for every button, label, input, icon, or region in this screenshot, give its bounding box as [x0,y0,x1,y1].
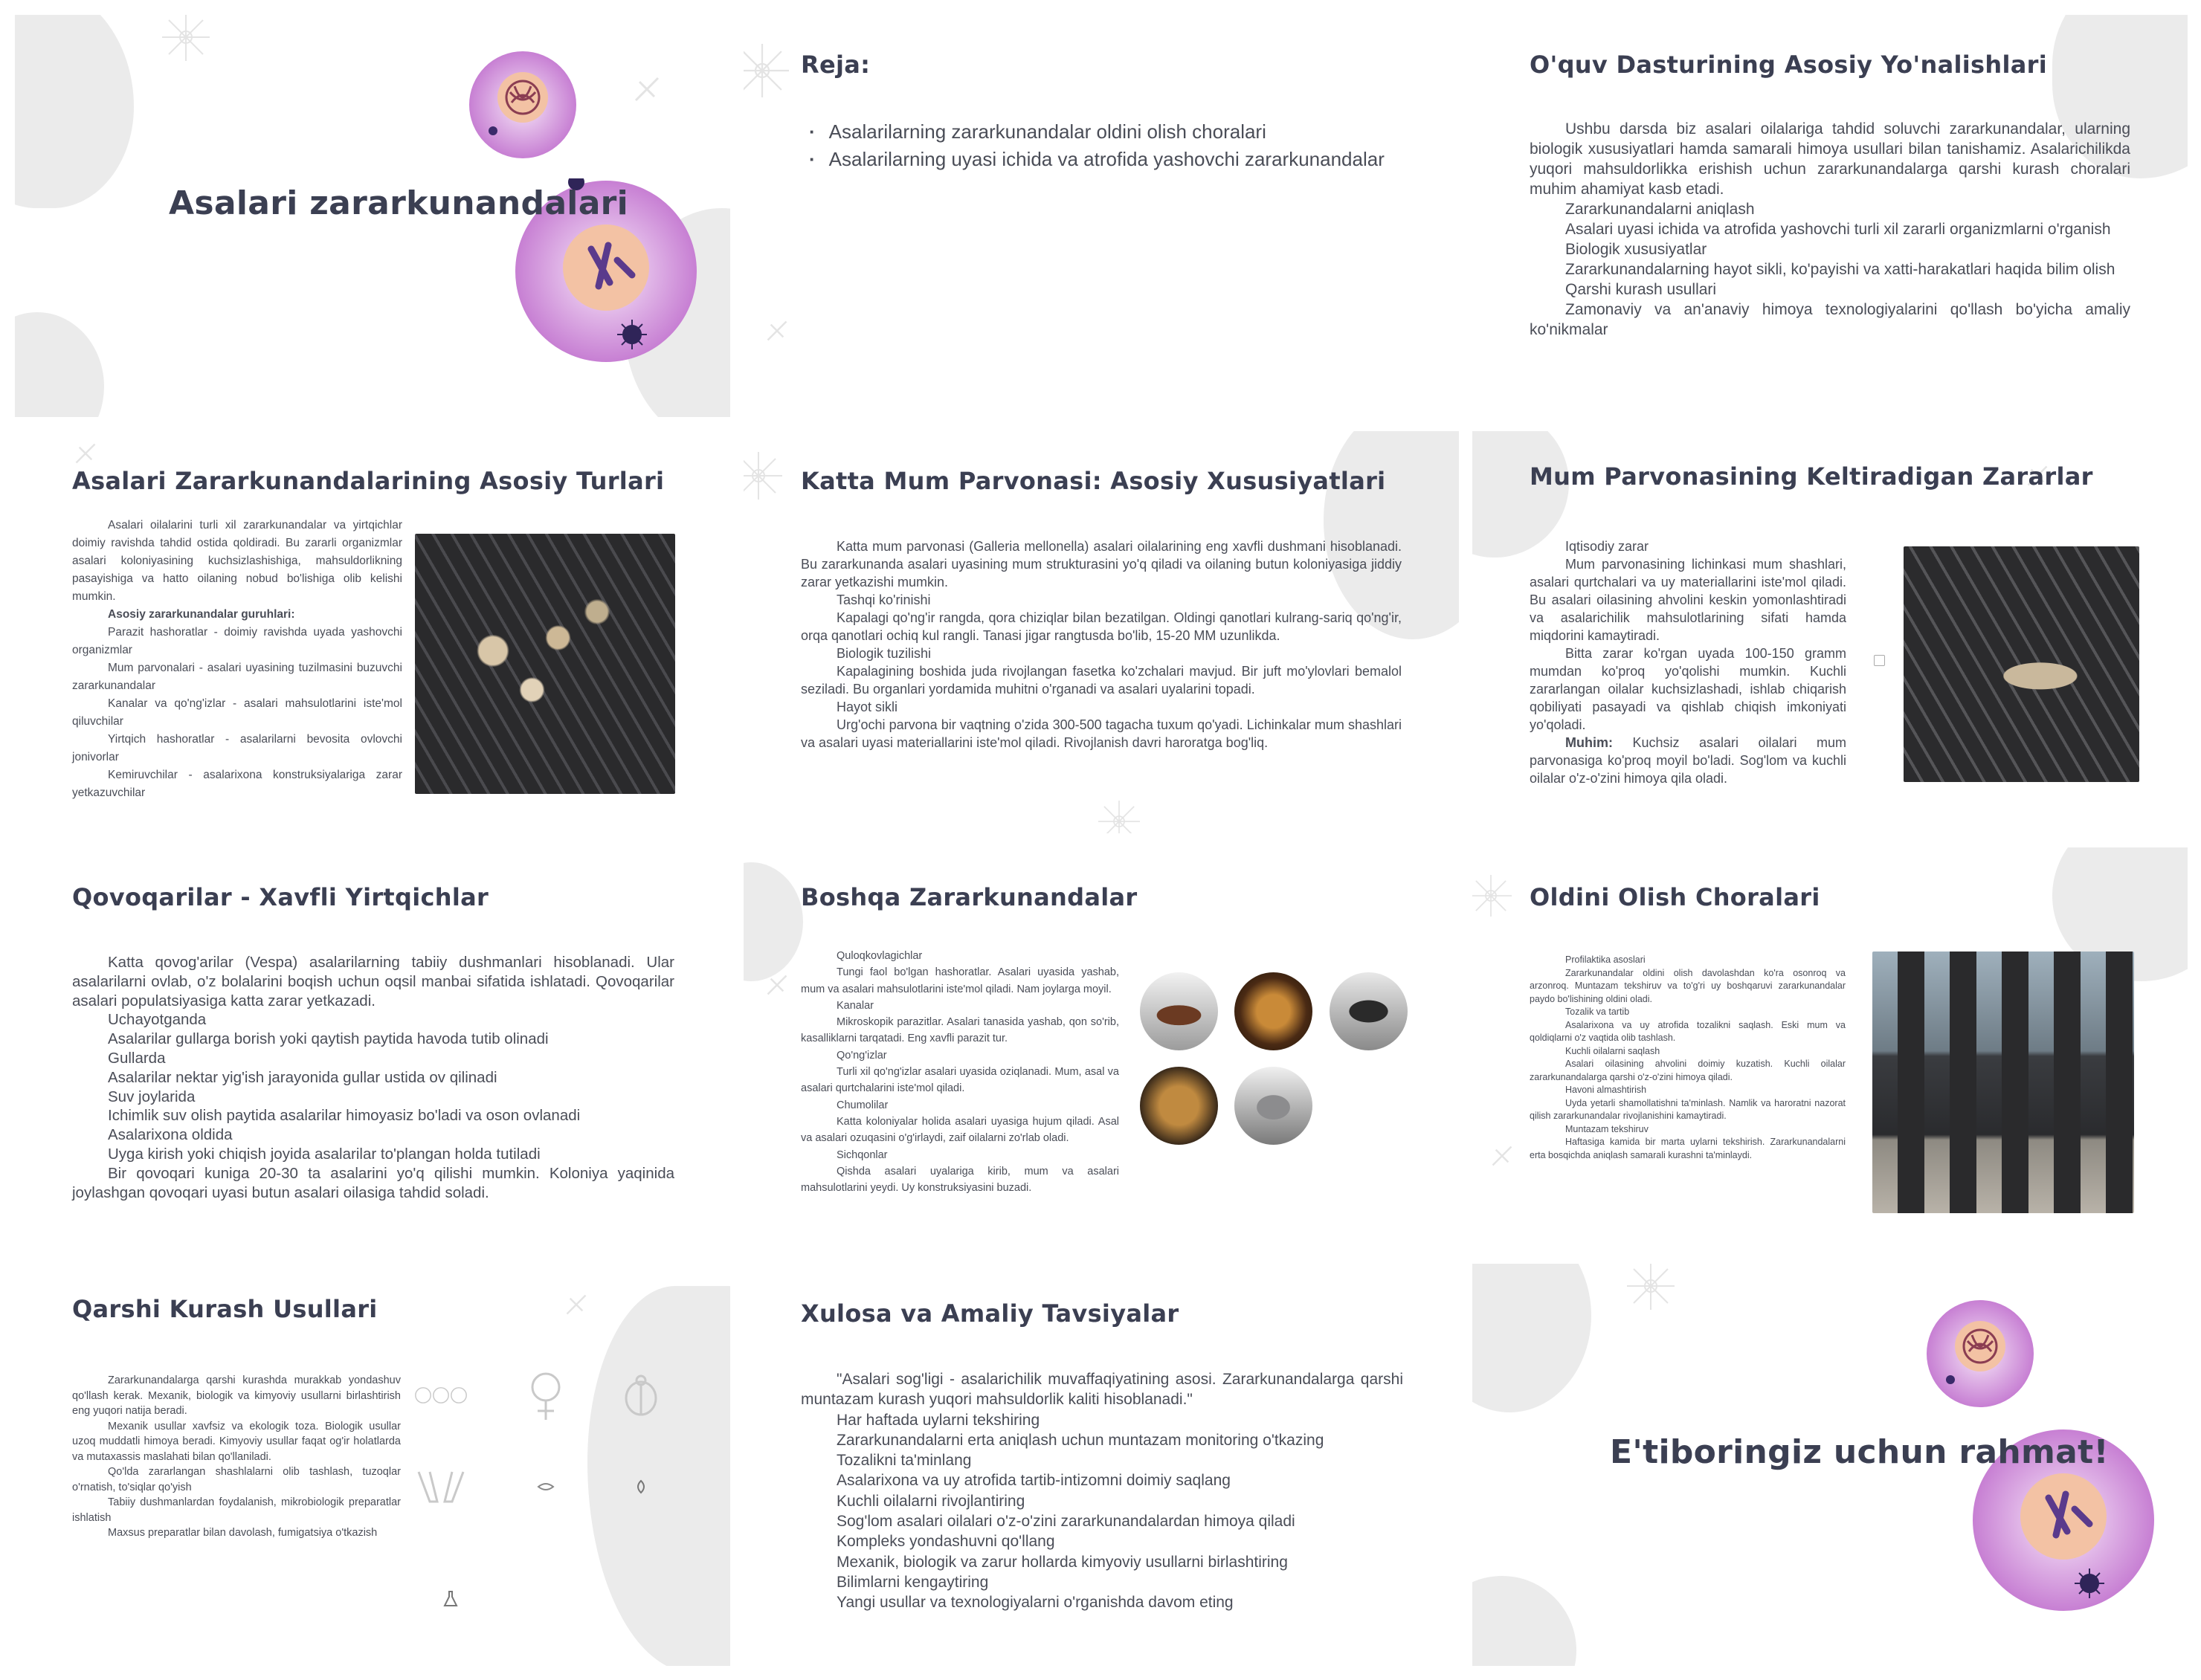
list-item: Har haftada uylarni tekshiring [837,1411,1040,1429]
paragraph: Bir qovoqari kuniga 20-30 ta asalarini yo'q qilishi mumkin. Koloniya yaqinida joylashgan qovoqari uyasi butun asalari oilasiga tahdid soladi. [72,1164,674,1201]
dragonfly-icon [758,312,796,349]
control-methods-text [72,1373,401,1541]
female-symbol-icon [516,1366,576,1425]
important-label: Muhim: [1565,735,1613,750]
background-blob [15,312,104,417]
paragraph: Chumolilar [837,1099,889,1111]
list-item: Asalarixona va uy atrofida tartib-intizomni doimiy saqlang [837,1472,1231,1490]
paragraph: Gullarda [108,1049,166,1067]
paragraph: Bitta zarar ko'rgan uyada 100-150 gramm mumdan ko'proq yo'qolishi mumkin. Kuchli zararlangan oilalar kuchsizlashadi, ishlab chiqarish qobiliyati pasayadi va qishlab chiqish imkoniyati yo'qoladi. [1530,646,1846,732]
flask-icon [421,1569,480,1629]
slide-title: Oldini Olish Choralari [1530,883,1820,911]
background-blob [15,15,134,208]
paragraph: Tungi faol bo'lgan hashoratlar. Asalari uyasida yashab, mum va asalari mahsulotlarini iste'mol qiladi. Nam joylarga moyil. [801,966,1119,995]
slide-title: Reja: [801,51,871,79]
paragraph: Mexanik usullar xavfsiz va ekologik toza. Biologik usullar uzoq muddatli himoya beradi. Kimyoviy usullar faqat og'ir holatlarda va mutaxassis maslahati bilan qo'llaniladi. [72,1420,401,1463]
paragraph: Asalari oilalarini turli xil zararkunandalar va yirtqichlar doimiy ravishda tahdid ostida qoldiradi. Bu zararli organizmlar asalari koloniyasining kuchsizlashishiga, mahsuldorlikning pasayishiga va hatto oilaning nobud bo'lishiga olib kelishi mumkin. [72,519,402,603]
slide-2[interactable] [744,15,1459,417]
list-item: Kemiruvchilar - asalarixona konstruksiyalariga zarar yetkazuvchilar [72,769,402,799]
paragraph: Asalari oilasining ahvolini doimiy kuzatish. Kuchli oilalar zararkunandalarga qarshi o'z-o'zini himoya qiladi. [1530,1059,1846,1082]
slide-title: E'tiboringiz uchun rahmat! [1610,1433,2109,1471]
slide-9[interactable] [1472,847,2188,1250]
slide-1[interactable] [15,15,730,417]
paragraph: Mum parvonasining lichinkasi mum shashlari, asalari qurtchalari va uy materiallarini iste'mol qiladi. Bu asalari oilasining ahvolini keskin yomonlashtiradi va asalarichilik mahsulotlarining sifati hamda miqdorini kamaytiradi. [1530,557,1846,643]
conclusion-text [801,1369,1403,1613]
slide-title: Asalari zararkunandalari [169,184,629,222]
cell-illustration-small [1924,1298,2036,1409]
leaf-icon [611,1457,671,1516]
paragraph: Tashqi ko'rinishi [837,592,931,607]
paragraph: Iqtisodiy zarar [1565,539,1649,554]
paragraph: Ushbu darsda biz asalari oilalariga tahdid soluvchi zararkunandalar, ularning biologik xususiyatlari hamda samarali himoya usullari bilan tanishamiz. Asalarichilikda yuqori mahsuldorlikka erishish uchun zararkunandalarga qarshi kurash choralari muhim ahamiyat kasb etadi. [1530,120,2130,198]
list-item: Sog'lom asalari oilalari o'z-o'zini zararkunandalardan himoya qiladi [837,1513,1295,1531]
background-blob [1472,1576,1576,1666]
paragraph: Tozalik va tartib [1565,1007,1630,1017]
slide-7[interactable] [15,847,730,1250]
paragraph: Katta mum parvonasi (Galleria mellonella) asalari oilalarining eng xavfli dushmani hisoblanadi. Bu zararkunanda asalari uyasining mum strukturasini yo'q qiladi va oilaning butun koloniyasiga jiddiy zarar yetkazishi mumkin. [801,539,1402,589]
slide-8[interactable] [744,847,1459,1250]
paragraph: Qo'ng'izlar [837,1049,887,1062]
bee-small-icon [516,1457,576,1516]
paragraph: Qishda asalari uyalariga kirib, mum va asalari mahsulotlarini yeydi. Uy konstruksiyasini buzadi. [801,1165,1119,1195]
list-item: Mum parvonalari - asalari uyasining tuzilmasini buzuvchi zararkunandalar [72,662,402,692]
paragraph: Kapalagi qo'ng'ir rangda, qora chiziqlar bilan bezatilgan. Oldingi qanotlari kulrang-sariq qo'ng'ir, orqa qanotlari ochiq kul rangli. Tanasi jigar rangtusda bo'lib, 15-20 MM uzunlikda. [801,610,1402,643]
slide-title: Mum Parvonasining Keltiradigan Zararlar [1530,462,2093,491]
list-item: Parazit hashoratlar - doimiy ravishda uyada yashovchi organizmlar [72,626,402,656]
paragraph: Muntazam tekshiruv [1565,1123,1649,1134]
paragraph: Tabiiy dushmanlardan foydalanish, mikrobiologik preparatlar ishlatish [72,1496,401,1524]
paragraph: Zararkunandalarga qarshi kurashda murakkab yondashuv qo'llash kerak. Mexanik, biologik va kimyoviy usullarni birlashtirish eng yuqori natija beradi. [72,1374,401,1417]
slide-title: Katta Mum Parvonasi: Asosiy Xususiyatlari [801,467,1386,495]
important-text: Kuchsiz asalari oilalari mum parvonasiga ko'proq moyil bo'ladi. Sog'lom va kuchli oilalar o'z-o'zini himoya qila oladi. [1530,735,1846,786]
program-text [1530,119,2130,340]
background-blob [744,862,803,981]
list-item: Tozalikni ta'minlang [837,1452,972,1470]
list-item: Mexanik, biologik va zarur hollarda kimyoviy usullarni birlashtiring [837,1553,1288,1571]
list-item: Kuchli oilalarni rivojlantiring [837,1492,1025,1510]
slide-10[interactable] [15,1264,730,1666]
ladybug-icon [611,1366,671,1425]
virus-icon [1621,1264,1680,1316]
virus-icon [1093,795,1145,833]
outline-item: · Asalarilarning uyasi ichida va atrofida yashovchi zararkunandalar [809,148,1385,171]
paragraph: Hayot sikli [837,700,898,714]
paragraph: Asalarilar nektar yig'ish jarayonida gullar ustida ov qilinadi [108,1068,497,1086]
dragonfly-icon [1483,1137,1521,1175]
paragraph: Turli xil qo'ng'izlar asalari uyasida oziqlanadi. Mum, asal va asalari qurtchalarini iste'mol qiladi. [801,1066,1119,1095]
paragraph: Havoni almashtirish [1565,1085,1647,1095]
paragraph: Katta koloniyalar holida asalari uyasiga hujum qiladi. Asal va asalari ozuqasini o'g'irlaydi, zaif oilalarni zo'rlab oladi. [801,1115,1119,1145]
paragraph: Zararkunandalarning hayot sikli, ko'payishi va xatti-harakatlari haqida bilim olish [1565,261,2115,278]
virus-icon [744,37,796,104]
paragraph: Asalarilar gullarga borish yoki qaytish paytida havoda tutib olinadi [108,1030,549,1048]
apiary-hives-photo [1872,952,2134,1213]
wax-moth-text [801,537,1402,752]
hands-icon [411,1457,471,1516]
mouse-photo [1234,1067,1312,1145]
paragraph: Zararkunandalarni aniqlash [1565,201,1755,218]
honeycomb-larvae-photo [415,534,675,794]
beetle-photo [1330,972,1408,1050]
ant-photo [1140,1067,1218,1145]
quote: "Asalari sog'ligi - asalarichilik muvaffaqiyatining asosi. Zararkunandalarga qarshi muntazam kurash yuqori mahsuldorlik kaliti hisoblanadi." [801,1371,1403,1409]
paragraph: Qo'lda zararlangan shashlalarni olib tashlash, tuzoqlar o'rnatish, to'siqlar qo'yish [72,1466,401,1493]
paragraph: Uchayotganda [108,1011,207,1029]
paragraph: Katta qovog'arilar (Vespa) asalarilarning tabiiy dushmanlari hisoblanadi. Ular asalarilarni ovlab, o'z bolalarini boqish uchun oqsil manbai sifatida ishlatadi. Qovoqarilar asalari populatsiyasiga katta zarar yetkazadi. [72,954,674,1009]
paragraph: Sichqonlar [837,1148,888,1161]
paragraph: Asalari uyasi ichida va atrofida yashovchi turli xil zararli organizmlarni o'rganish [1565,221,2111,238]
pest-types-text [72,517,402,802]
wax-moth-larva-photo [1904,546,2139,782]
paragraph: Zararkunandalar oldini olish davolashdan ko'ra osonroq va arzonroq. Muntazam tekshiruv va to'g'ri uy boshqaruvi zararkunandalar paydo bo'lishining oldini oladi. [1530,967,1846,1004]
paragraph: Quloqkovlagichlar [837,950,923,962]
earwig-photo [1140,972,1218,1050]
virus-icon [744,446,788,505]
paragraph: Suv joylarida [108,1088,196,1105]
slide-title: Xulosa va Amaliy Tavsiyalar [801,1299,1179,1328]
prevention-text [1530,954,1846,1162]
list-item: Kanalar va qo'ng'izlar - asalari mahsulotlarini iste'mol qiluvchilar [72,697,402,728]
slide-12[interactable] [1472,1264,2188,1666]
paragraph: Ichimlik suv olish paytida asalarilar himoyasiz bo'ladi va oson ovlanadi [108,1107,581,1125]
slide-6[interactable] [1472,431,2188,833]
cell-illustration-small [467,49,579,161]
slide-title: O'quv Dasturining Asosiy Yo'nalishlari [1530,51,2047,79]
paragraph: Haftasiga kamida bir marta uylarni tekshirish. Zararkunandalarni erta bosqichda aniqlash samarali kurashni ta'minlaydi. [1530,1137,1846,1160]
dragonfly-icon [758,966,796,1004]
slide-4[interactable] [15,431,730,833]
other-pests-text [801,948,1119,1196]
hornet-text [72,953,674,1202]
slide-title: Qovoqarilar - Xavfli Yirtqichlar [72,883,489,911]
list-item: Kompleks yondashuvni qo'llang [837,1533,1055,1551]
virus-icon [156,15,216,67]
list-item: Yirtqich hashoratlar - asalarilarni bevosita ovlovchi jonivorlar [72,733,402,763]
slide-11[interactable] [744,1264,1459,1666]
list-item: Yangi usullar va texnologiyalarni o'rganishda davom eting [837,1594,1234,1612]
paragraph: Biologik xususiyatlar [1565,241,1707,258]
damage-text [1530,537,1846,787]
paragraph: Kanalar [837,999,874,1012]
slide-3[interactable] [1472,15,2188,417]
slide-5[interactable] [744,431,1459,833]
background-blob [1472,1264,1591,1412]
bees-icon [411,1366,471,1425]
paragraph: Urg'ochi parvona bir vaqtning o'zida 300-500 tagacha tuxum qo'yadi. Lichinkalar mum shashlari va asalari uyasi materiallarini iste'mol qiladi. Rivojlanish davri haroratga bog'liq. [801,717,1402,750]
dragonfly-icon [558,1286,595,1323]
group-label: Asosiy zararkunandalar guruhlari: [108,608,295,621]
paragraph: Uyga kirish yoki chiqish joyida asalarilar to'plangan holda tutiladi [108,1145,541,1163]
note-icon[interactable] [1874,655,1885,666]
paragraph: Profilaktika asoslari [1565,954,1646,965]
paragraph: Kapalagining boshida juda rivojlangan fasetka ko'zchalari mavjud. Bir juft mo'ylovlari bemalol seziladi. Bu organlari yordamida muhitni o'rganadi va asalari uyalarini topadi. [801,664,1402,697]
paragraph: Uyda yetarli shamollatishni ta'minlash. Namlik va haroratni nazorat qilish zararkunandalar rivojlanishini kamaytiradi. [1530,1097,1846,1121]
slide-title: Boshqa Zararkunandalar [801,883,1138,911]
dragonfly-icon [625,67,669,112]
paragraph: Kuchli oilalarni saqlash [1565,1045,1660,1056]
paragraph: Asalarixona oldida [108,1126,233,1144]
paragraph: Maxsus preparatlar bilan davolash, fumigatsiya o'tkazish [108,1527,378,1539]
list-item: Zararkunandalarni erta aniqlash uchun muntazam monitoring o'tkazing [837,1431,1324,1449]
paragraph: Zamonaviy va an'anaviy himoya texnologiyalarini qo'llash bo'yicha amaliy ko'nikmalar [1530,301,2130,338]
mite-photo [1234,972,1312,1050]
outline-list [809,120,1385,175]
paragraph: Asalarixona va uy atrofida tozalikni saqlash. Eski mum va qoldiqlarni o'z vaqtida olib tashlash. [1530,1019,1846,1043]
slide-title: Qarshi Kurash Usullari [72,1295,378,1323]
paragraph: Biologik tuzilishi [837,646,932,661]
paragraph: Qarshi kurash usullari [1565,281,1717,298]
outline-item: · Asalarilarning zararkunandalar oldini olish choralari [809,120,1385,143]
slide-title: Asalari Zararkunandalarining Asosiy Turlari [72,467,665,495]
list-item: Bilimlarni kengaytiring [837,1573,989,1591]
paragraph: Mikroskopik parazitlar. Asalari tanasida yashab, qon so'rib, kasalliklarni tarqatadi. Eng xavfli parazit tur. [801,1016,1119,1045]
virus-icon [1472,870,1517,922]
